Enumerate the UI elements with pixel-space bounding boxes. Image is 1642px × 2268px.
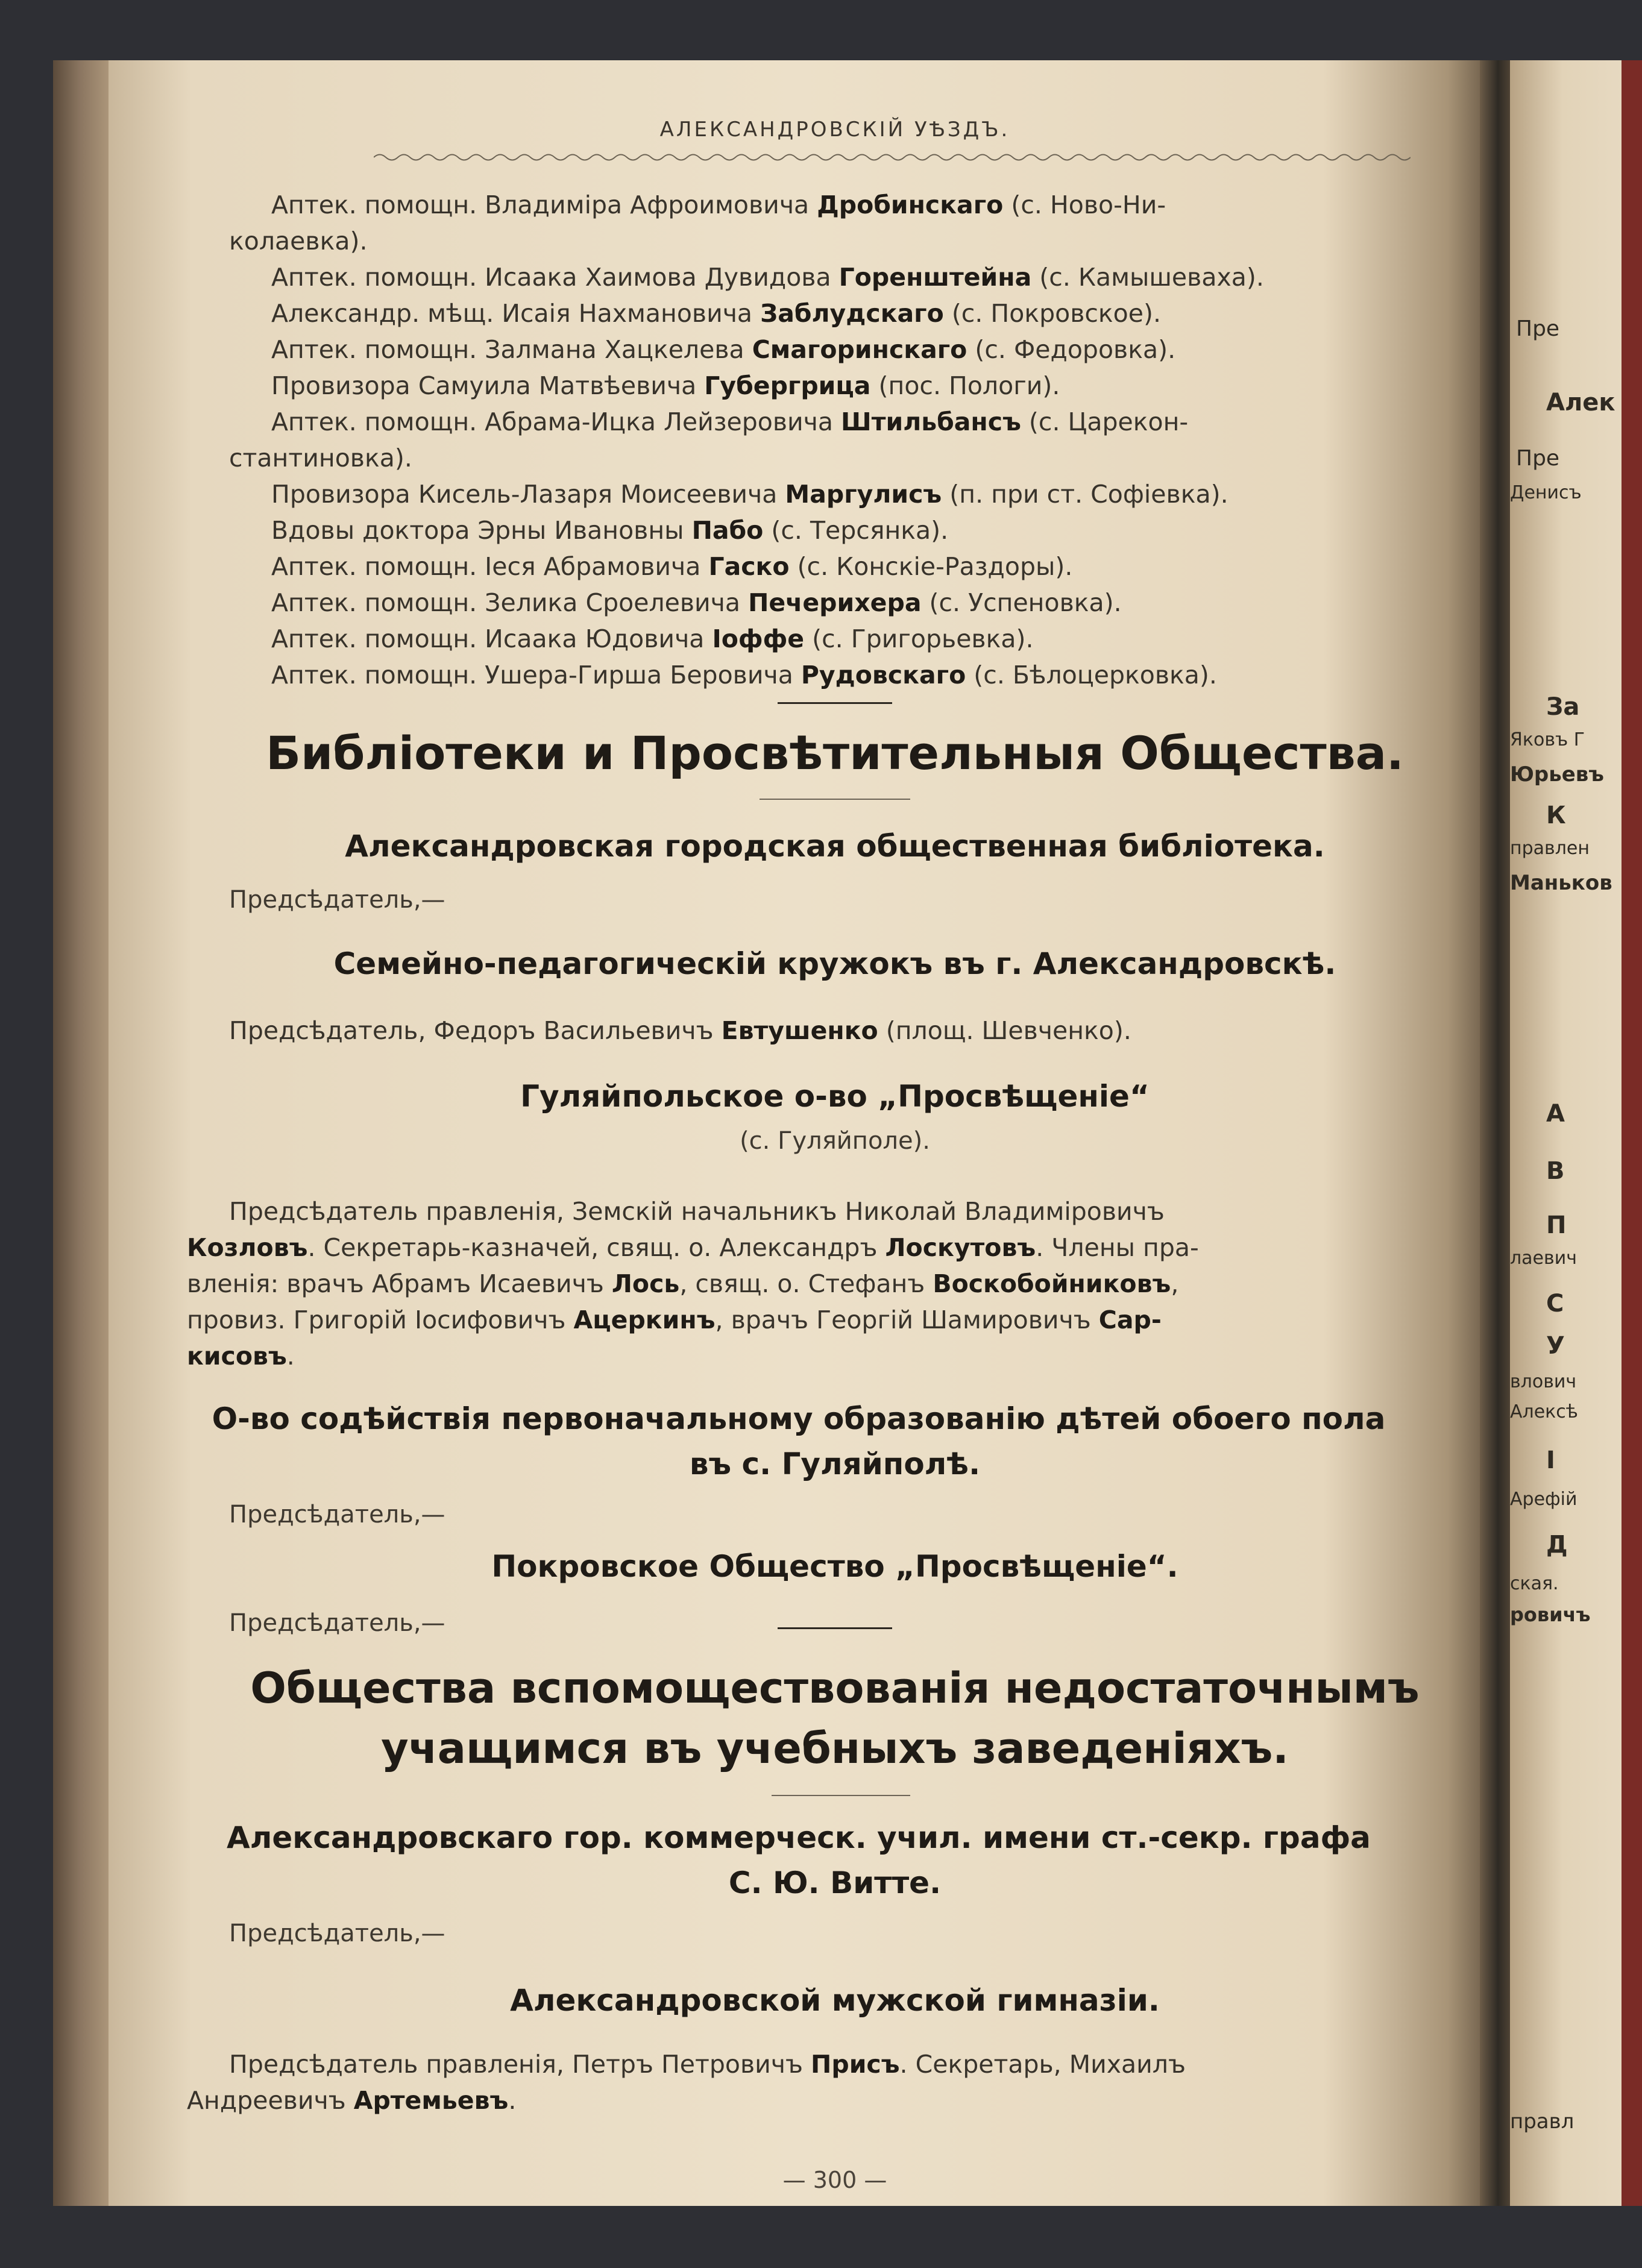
pharmacy-line: Аптек. помощн. Владиміра Афроимовича Дробинскаго (с. Ново-Ни- bbox=[271, 190, 1166, 219]
pharmacy-line: стантиновка). bbox=[229, 444, 412, 473]
board-line: вленія: врачъ Абрамъ Исаевичъ Лось, свящ. о. Стефанъ Воскобойниковъ, bbox=[187, 1269, 1179, 1298]
pharmacy-line: Аптек. помощн. Исаака Хаимова Дувидова Горенштейна (с. Камышеваха). bbox=[271, 263, 1264, 292]
society-heading: С. Ю. Витте. bbox=[728, 1865, 942, 1900]
right-page-edge bbox=[1622, 60, 1642, 2206]
pharmacy-line: Александр. мѣщ. Исаія Нахмановича Заблудскаго (с. Покровское). bbox=[271, 299, 1162, 328]
rp-text: К bbox=[1546, 802, 1566, 829]
board-line: провиз. Григорій Іосифовичъ Ацеркинъ, врачъ Георгій Шамировичъ Сар- bbox=[187, 1305, 1162, 1334]
pharmacy-line: Аптек. помощн. Абрама-Ицка Лейзеровича Штильбансъ (с. Царекон- bbox=[271, 407, 1189, 436]
rp-text: Алексѣ bbox=[1510, 1401, 1578, 1422]
rp-text: П bbox=[1546, 1211, 1567, 1239]
rp-text: За bbox=[1546, 693, 1580, 721]
decorative-wavy-rule bbox=[374, 151, 1411, 164]
pharmacy-line: Аптек. помощн. Исаака Юдовича Іоффе (с. Григорьевка). bbox=[271, 624, 1034, 653]
rp-text: Денисъ bbox=[1510, 482, 1582, 503]
library-heading: въ с. Гуляйполѣ. bbox=[689, 1447, 981, 1481]
page-number: — 300 — bbox=[782, 2167, 887, 2193]
rp-text: У bbox=[1546, 1332, 1565, 1360]
chairman-line: Предсѣдатель правленія, Петръ Петровичъ Присъ. Секретарь, Михаилъ bbox=[229, 2050, 1186, 2079]
section-title-societies: Общества вспомоществованія недостаточнымъ bbox=[250, 1663, 1420, 1713]
pharmacy-line: колаевка). bbox=[229, 227, 368, 256]
running-head: АЛЕКСАНДРОВСКІЙ УѢЗДЪ. bbox=[659, 118, 1010, 142]
chairman-line: Предсѣдатель,— bbox=[229, 886, 445, 914]
chairman-line: Предсѣдатель,— bbox=[229, 1920, 445, 1947]
board-line: кисовъ. bbox=[187, 1342, 295, 1371]
library-heading: Семейно-педагогическій кружокъ въ г. Александровскѣ. bbox=[333, 946, 1336, 981]
society-heading: Александровской мужской гимназіи. bbox=[510, 1983, 1160, 2018]
title-underline bbox=[760, 799, 910, 800]
pharmacy-line: Провизора Кисель-Лазаря Моисеевича Маргулисъ (п. при ст. Софіевка). bbox=[271, 480, 1228, 509]
pharmacy-line: Аптек. помощн. Іеся Абрамовича Гаско (с. Конскіе-Раздоры). bbox=[271, 552, 1073, 581]
chairman-line: Андреевичъ Артемьевъ. bbox=[187, 2086, 517, 2115]
pharmacy-line: Аптек. помощн. Ушера-Гирша Беровича Рудовскаго (с. Бѣлоцерковка). bbox=[271, 661, 1217, 690]
section-title-societies: учащимся въ учебныхъ заведеніяхъ. bbox=[381, 1724, 1289, 1773]
library-heading: Гуляйпольское о-во „Просвѣщеніе“ bbox=[520, 1079, 1150, 1114]
rp-text: лаевич bbox=[1510, 1248, 1577, 1269]
section-title-libraries: Библіотеки и Просвѣтительныя Общества. bbox=[266, 726, 1404, 780]
rp-text: правлен bbox=[1510, 838, 1590, 859]
pharmacy-line: Аптек. помощн. Залмана Хацкелева Смагоринскаго (с. Федоровка). bbox=[271, 335, 1176, 364]
title-underline bbox=[772, 1795, 910, 1796]
rp-text: В bbox=[1546, 1157, 1565, 1185]
rp-text: Алек bbox=[1546, 389, 1615, 416]
chairman-line: Предсѣдатель, Федоръ Васильевичъ Евтушенко (площ. Шевченко). bbox=[229, 1016, 1131, 1045]
board-line: Козловъ. Секретарь-казначей, свящ. о. Александръ Лоскутовъ. Члены пра- bbox=[187, 1233, 1199, 1262]
rp-text: І bbox=[1546, 1447, 1555, 1474]
rp-text: Арефій bbox=[1510, 1489, 1578, 1510]
pharmacy-line: Провизора Самуила Матвѣевича Губергрица (пос. Пологи). bbox=[271, 371, 1060, 400]
section-divider bbox=[778, 1627, 892, 1629]
rp-text: ская. bbox=[1510, 1573, 1559, 1594]
library-heading: О-во содѣйствія первоначальному образованію дѣтей обоего пола bbox=[212, 1401, 1386, 1436]
chairman-line: Предсѣдатель,— bbox=[229, 1609, 445, 1637]
section-divider bbox=[778, 702, 892, 704]
rp-text: Пре bbox=[1516, 446, 1560, 471]
chairman-line: Предсѣдатель,— bbox=[229, 1501, 445, 1528]
rp-text: влович bbox=[1510, 1371, 1577, 1392]
rp-text: ровичъ bbox=[1510, 1603, 1591, 1626]
rp-text: А bbox=[1546, 1100, 1565, 1128]
rp-text: Д bbox=[1546, 1531, 1568, 1559]
rp-text: Маньков bbox=[1510, 871, 1612, 895]
library-heading: Александровская городская общественная библіотека. bbox=[345, 829, 1325, 864]
rp-text: Юрьевъ bbox=[1510, 762, 1604, 787]
location-note: (с. Гуляйполе). bbox=[740, 1127, 930, 1155]
pharmacy-line: Вдовы доктора Эрны Ивановны Пабо (с. Терсянка). bbox=[271, 516, 949, 545]
society-heading: Александровскаго гор. коммерческ. учил. имени ст.-секр. графа bbox=[227, 1820, 1371, 1855]
rp-text: Пре bbox=[1516, 316, 1560, 341]
library-heading: Покровское Общество „Просвѣщеніе“. bbox=[491, 1549, 1178, 1584]
board-line: Предсѣдатель правленія, Земскій начальникъ Николай Владиміровичъ bbox=[229, 1197, 1165, 1226]
rp-text: правл bbox=[1510, 2109, 1574, 2134]
rp-text: Яковъ Г bbox=[1510, 729, 1585, 750]
rp-text: С bbox=[1546, 1290, 1564, 1318]
pharmacy-line: Аптек. помощн. Зелика Сроелевича Печерихера (с. Успеновка). bbox=[271, 588, 1122, 617]
